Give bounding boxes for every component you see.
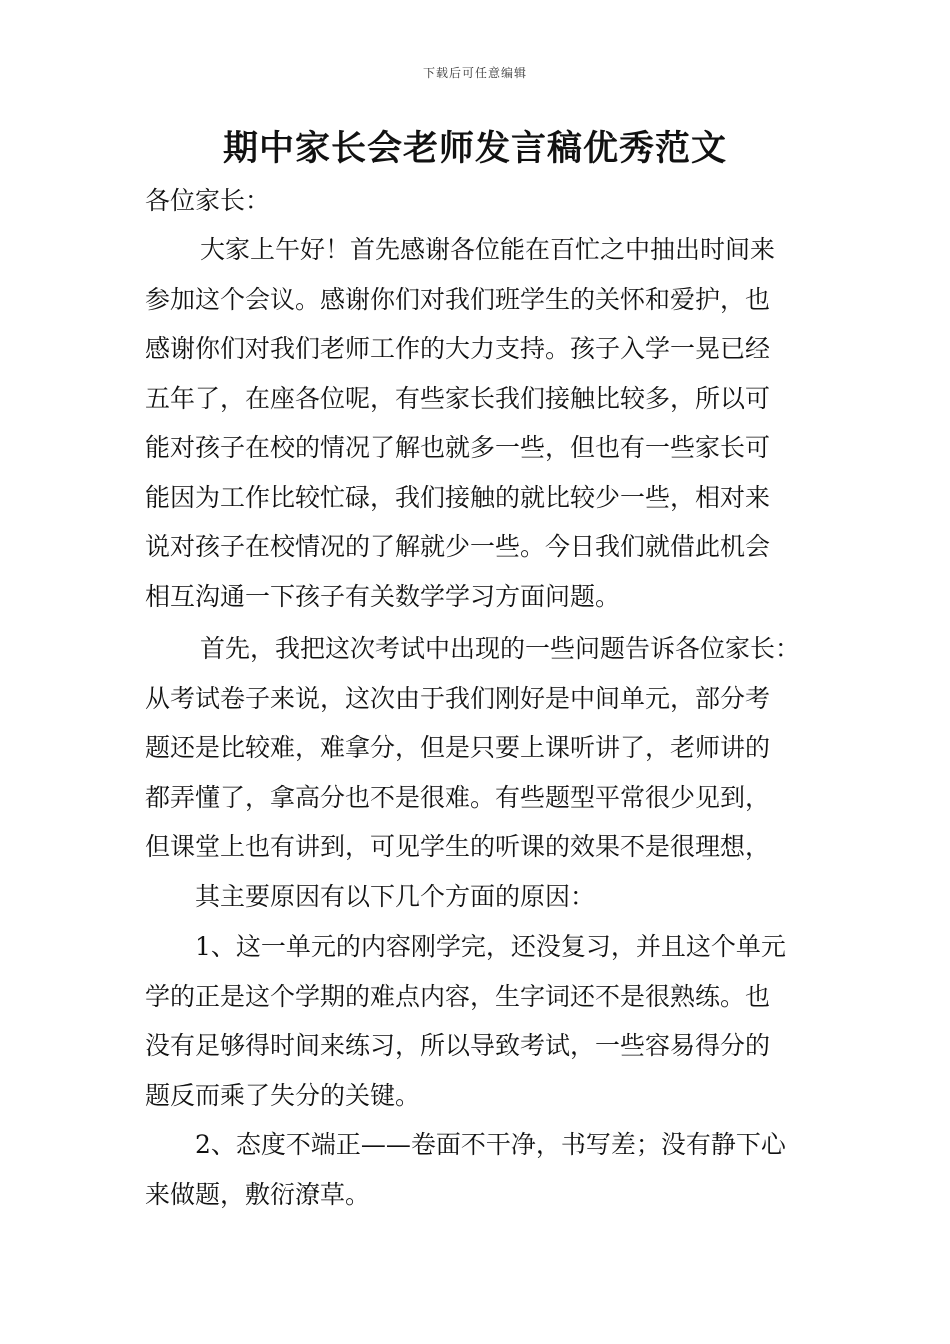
text-line: 能因为工作比较忙碌，我们接触的就比较少一些，相对来 bbox=[145, 482, 771, 512]
text-line: 但课堂上也有讲到，可见学生的听课的效果不是很理想， bbox=[145, 832, 771, 861]
paragraph-3 bbox=[145, 872, 825, 922]
paragraph-1 bbox=[145, 225, 825, 621]
paragraph-4 bbox=[145, 922, 825, 1120]
text-line: 其主要原因有以下几个方面的原因： bbox=[195, 882, 596, 911]
document-title: 期中家长会老师发言稿优秀范文 bbox=[222, 129, 727, 169]
text-line: 相互沟通一下孩子有关数学学习方面问题。 bbox=[145, 581, 621, 611]
text-line: 说对孩子在校情况的了解就少一些。今日我们就借此机会 bbox=[145, 532, 771, 561]
text-line: 首先，我把这次考试中出现的一些问题告诉各位家长： bbox=[200, 634, 801, 663]
greeting: 各位家长： bbox=[145, 186, 271, 215]
text-line: 学的正是这个学期的难点内容，生字词还不是很熟练。也 bbox=[145, 981, 771, 1011]
text-line: 参加这个会议。感谢你们对我们班学生的关怀和爱护，也 bbox=[145, 284, 771, 314]
text-line: 能对孩子在校的情况了解也就多一些，但也有一些家长可 bbox=[145, 433, 771, 462]
text-line: 从考试卷子来说，这次由于我们刚好是中间单元，部分考 bbox=[145, 683, 771, 713]
header-note: 下载后可任意编辑 bbox=[422, 66, 527, 80]
paragraph-2 bbox=[145, 624, 825, 872]
paragraph-5 bbox=[145, 1120, 825, 1219]
text-line: 五年了，在座各位呢，有些家长我们接触比较多，所以可 bbox=[145, 383, 771, 413]
text-line: 没有足够得时间来练习，所以导致考试，一些容易得分的 bbox=[145, 1031, 771, 1060]
text-line: 感谢你们对我们老师工作的大力支持。孩子入学一晃已经 bbox=[145, 334, 771, 363]
text-line: 大家上午好！首先感谢各位能在百忙之中抽出时间来 bbox=[200, 235, 776, 264]
text-line: 都弄懂了，拿高分也不是很难。有些题型平常很少见到， bbox=[145, 782, 771, 812]
text-line: 题反而乘了失分的关键。 bbox=[145, 1080, 421, 1110]
text-line: 题还是比较难，难拿分，但是只要上课听讲了，老师讲的 bbox=[145, 733, 771, 762]
text-line: 2、态度不端正——卷面不干净，书写差；没有静下心 bbox=[195, 1130, 786, 1159]
text-line: 来做题，敷衍潦草。 bbox=[145, 1179, 371, 1209]
text-line: 1、这一单元的内容刚学完，还没复习，并且这个单元 bbox=[195, 932, 786, 961]
